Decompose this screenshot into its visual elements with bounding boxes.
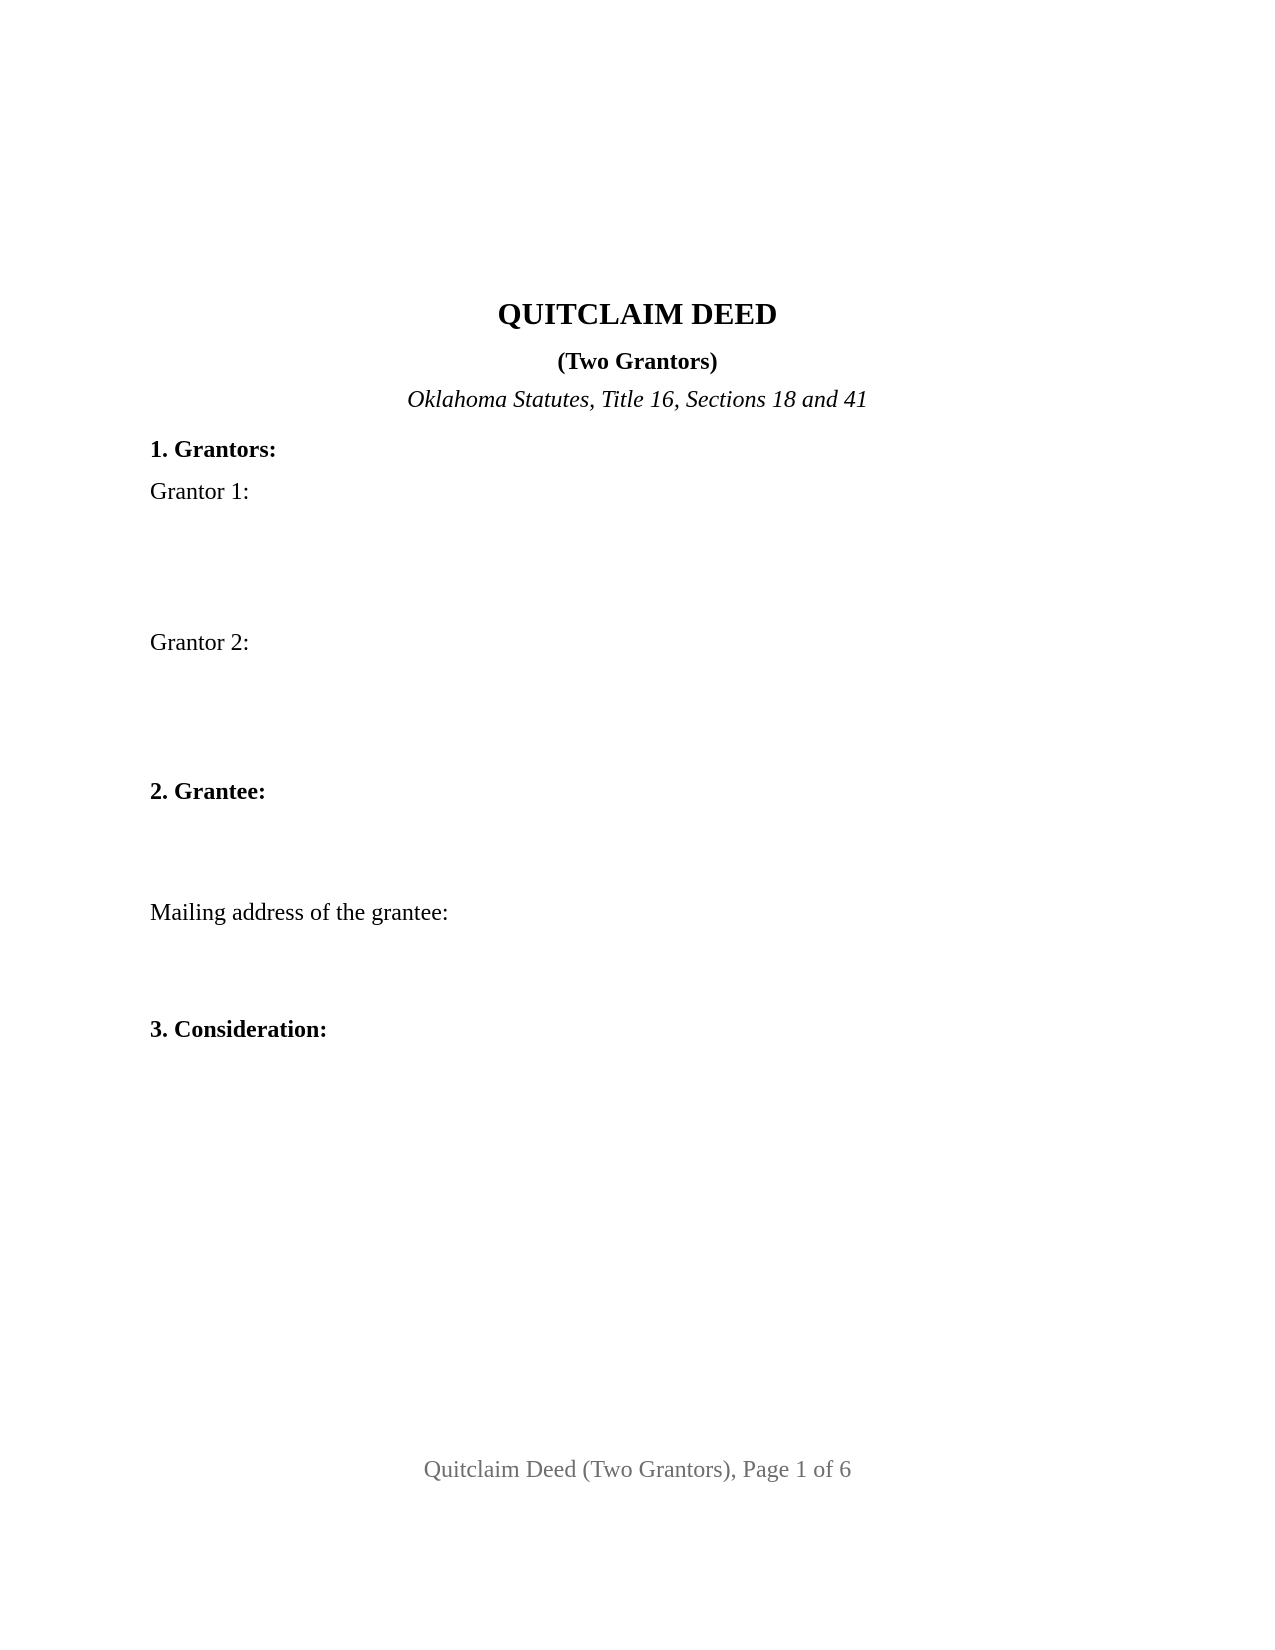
- section-grantee-heading: 2. Grantee:: [150, 779, 266, 805]
- document-title: QUITCLAIM DEED: [497, 296, 778, 331]
- section-grantors-heading: 1. Grantors:: [150, 437, 277, 463]
- grantee-mailing-address-label: Mailing address of the grantee:: [150, 900, 449, 926]
- grantor-1-label: Grantor 1:: [150, 479, 250, 505]
- page-footer: Quitclaim Deed (Two Grantors), Page 1 of 6: [423, 1457, 852, 1483]
- section-consideration-heading: 3. Consideration:: [150, 1017, 328, 1043]
- grantor-2-label: Grantor 2:: [150, 630, 250, 656]
- statute-reference: Oklahoma Statutes, Title 16, Sections 18 and 41: [407, 387, 868, 413]
- document-subtitle: (Two Grantors): [557, 349, 718, 375]
